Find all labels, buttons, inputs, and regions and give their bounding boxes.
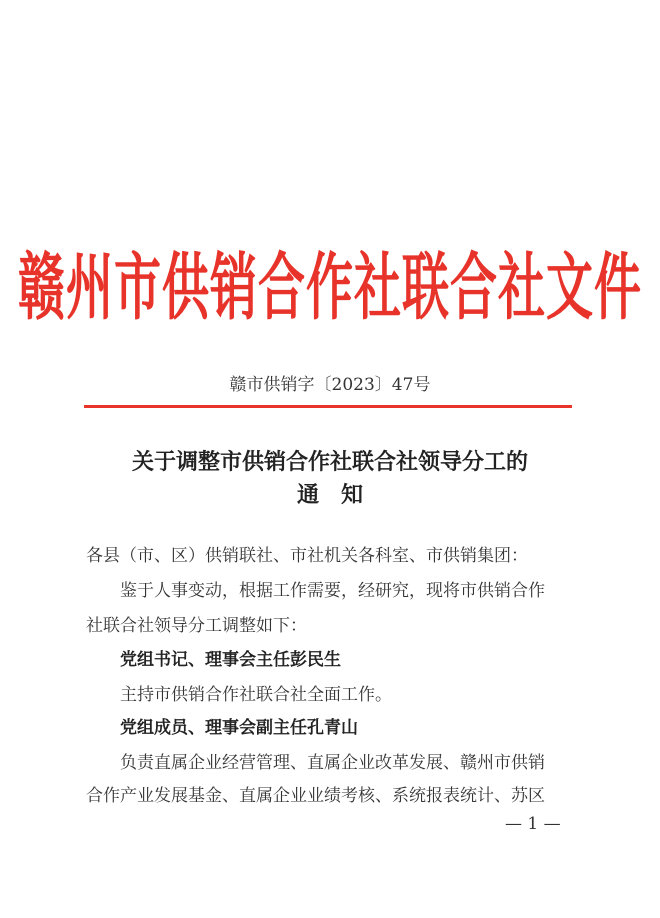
- addressee: 各县（市、区）供销联社、市社机关各科室、市供销集团：: [86, 546, 528, 566]
- org-header-title: 赣州市供销合作社联合社文件: [18, 245, 642, 331]
- section-2-line-2: 合作产业发展基金、直属企业业绩考核、系统报表统计、苏区: [86, 786, 545, 806]
- document-title-line-1: 关于调整市供销合作社联合社领导分工的: [131, 449, 528, 475]
- org-header: [18, 232, 642, 332]
- section-heading-2: 党组成员、理事会副主任孔青山: [120, 718, 358, 738]
- section-1-line-1: 主持市供销合作社联合社全面工作。: [120, 685, 392, 705]
- intro-line-2: 社联合社领导分工调整如下：: [86, 616, 307, 636]
- document-title-line-2: 通 知: [296, 482, 363, 508]
- section-heading-1: 党组书记、理事会主任彭民生: [120, 650, 341, 670]
- intro-line-1: 鉴于人事变动，根据工作需要，经研究，现将市供销合作: [120, 581, 545, 601]
- document-number: 赣市供销字〔2023〕47号: [229, 375, 431, 395]
- red-divider: [84, 405, 572, 408]
- section-2-line-1: 负责直属企业经营管理、直属企业改革发展、赣州市供销: [120, 753, 545, 773]
- page-number: — 1 —: [505, 814, 561, 834]
